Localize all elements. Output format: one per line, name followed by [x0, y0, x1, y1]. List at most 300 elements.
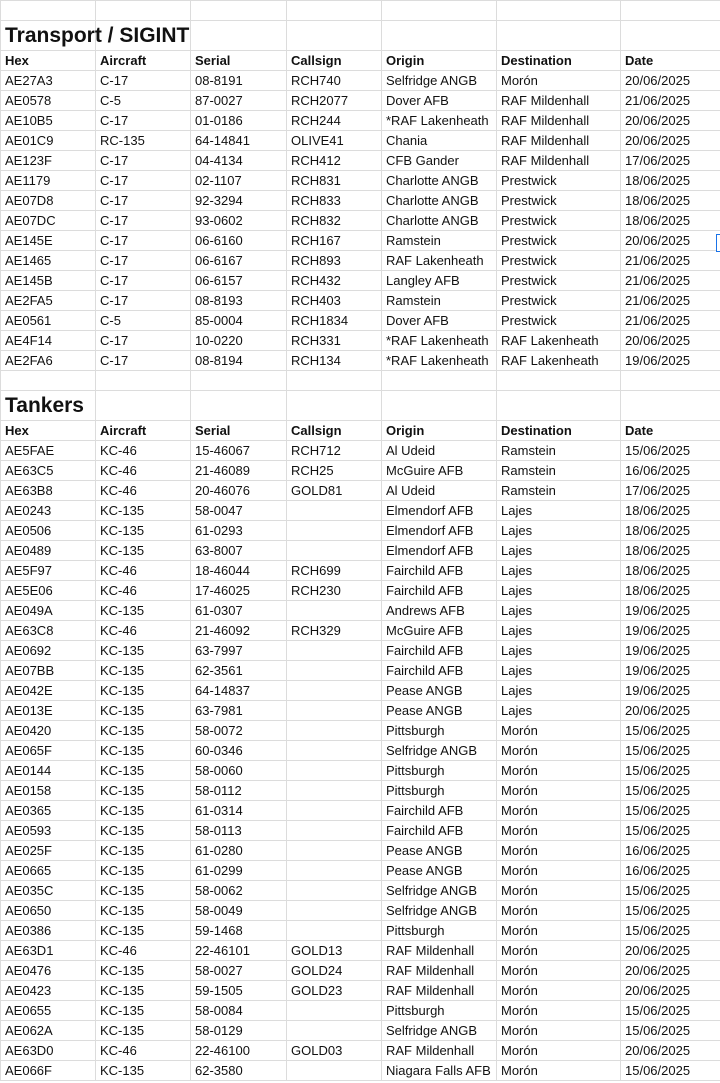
table-cell[interactable]: AE07BB: [1, 661, 96, 681]
table-cell[interactable]: 19/06/2025: [621, 661, 720, 681]
empty-cell[interactable]: [191, 391, 287, 421]
table-cell[interactable]: 16/06/2025: [621, 841, 720, 861]
table-cell[interactable]: AE0423: [1, 981, 96, 1001]
table-cell[interactable]: KC-135: [96, 501, 191, 521]
table-cell[interactable]: KC-135: [96, 681, 191, 701]
table-cell[interactable]: 18-46044: [191, 561, 287, 581]
table-cell[interactable]: Pittsburgh: [382, 1001, 497, 1021]
table-cell[interactable]: [287, 681, 382, 701]
table-cell[interactable]: 08-8191: [191, 71, 287, 91]
table-cell[interactable]: GOLD13: [287, 941, 382, 961]
table-cell[interactable]: Morón: [497, 801, 621, 821]
table-cell[interactable]: RAF Mildenhall: [382, 941, 497, 961]
table-cell[interactable]: KC-135: [96, 641, 191, 661]
table-cell[interactable]: C-17: [96, 191, 191, 211]
table-cell[interactable]: Morón: [497, 761, 621, 781]
table-cell[interactable]: Lajes: [497, 701, 621, 721]
empty-cell[interactable]: [497, 21, 621, 51]
table-cell[interactable]: [287, 701, 382, 721]
table-cell[interactable]: Morón: [497, 941, 621, 961]
empty-cell[interactable]: [1, 371, 96, 391]
table-cell[interactable]: 58-0060: [191, 761, 287, 781]
table-cell[interactable]: 21/06/2025: [621, 91, 720, 111]
table-cell[interactable]: RCH740: [287, 71, 382, 91]
table-cell[interactable]: AE4F14: [1, 331, 96, 351]
table-cell[interactable]: C-17: [96, 331, 191, 351]
table-cell[interactable]: KC-135: [96, 761, 191, 781]
table-cell[interactable]: Pease ANGB: [382, 701, 497, 721]
table-cell[interactable]: *RAF Lakenheath: [382, 111, 497, 131]
table-cell[interactable]: KC-135: [96, 881, 191, 901]
table-cell[interactable]: 60-0346: [191, 741, 287, 761]
section-title[interactable]: Transport / SIGINT: [1, 21, 96, 51]
table-cell[interactable]: 15/06/2025: [621, 761, 720, 781]
table-cell[interactable]: AE0476: [1, 961, 96, 981]
table-cell[interactable]: Pease ANGB: [382, 841, 497, 861]
table-cell[interactable]: Elmendorf AFB: [382, 521, 497, 541]
table-cell[interactable]: C-17: [96, 291, 191, 311]
empty-cell[interactable]: [96, 371, 191, 391]
table-cell[interactable]: [287, 721, 382, 741]
table-cell[interactable]: C-17: [96, 251, 191, 271]
table-cell[interactable]: 15/06/2025: [621, 441, 720, 461]
table-cell[interactable]: 20/06/2025: [621, 701, 720, 721]
table-cell[interactable]: 06-6157: [191, 271, 287, 291]
table-cell[interactable]: 61-0299: [191, 861, 287, 881]
table-cell[interactable]: [287, 821, 382, 841]
table-cell[interactable]: AE2FA6: [1, 351, 96, 371]
table-cell[interactable]: RAF Mildenhall: [382, 1041, 497, 1061]
table-cell[interactable]: C-17: [96, 211, 191, 231]
table-cell[interactable]: GOLD03: [287, 1041, 382, 1061]
table-cell[interactable]: [287, 921, 382, 941]
table-cell[interactable]: RAF Mildenhall: [497, 131, 621, 151]
table-cell[interactable]: [287, 861, 382, 881]
table-cell[interactable]: RCH831: [287, 171, 382, 191]
column-header[interactable]: Origin: [382, 51, 497, 71]
table-cell[interactable]: AE63C5: [1, 461, 96, 481]
column-header[interactable]: Callsign: [287, 51, 382, 71]
table-cell[interactable]: Prestwick: [497, 171, 621, 191]
table-cell[interactable]: 58-0027: [191, 961, 287, 981]
table-cell[interactable]: 21/06/2025: [621, 291, 720, 311]
table-cell[interactable]: 58-0113: [191, 821, 287, 841]
table-cell[interactable]: Fairchild AFB: [382, 581, 497, 601]
table-cell[interactable]: Prestwick: [497, 231, 621, 251]
table-cell[interactable]: OLIVE41: [287, 131, 382, 151]
table-cell[interactable]: Morón: [497, 861, 621, 881]
table-cell[interactable]: Morón: [497, 901, 621, 921]
table-cell[interactable]: McGuire AFB: [382, 621, 497, 641]
table-cell[interactable]: Morón: [497, 741, 621, 761]
table-cell[interactable]: 18/06/2025: [621, 211, 720, 231]
table-cell[interactable]: Prestwick: [497, 251, 621, 271]
empty-cell[interactable]: [621, 391, 720, 421]
table-cell[interactable]: Selfridge ANGB: [382, 741, 497, 761]
table-cell[interactable]: Morón: [497, 921, 621, 941]
table-cell[interactable]: 62-3561: [191, 661, 287, 681]
empty-cell[interactable]: [621, 371, 720, 391]
section-title[interactable]: Tankers: [1, 391, 96, 421]
table-cell[interactable]: Lajes: [497, 581, 621, 601]
table-cell[interactable]: 19/06/2025: [621, 601, 720, 621]
column-header[interactable]: Destination: [497, 51, 621, 71]
empty-cell[interactable]: [621, 1, 720, 21]
table-cell[interactable]: RCH412: [287, 151, 382, 171]
table-cell[interactable]: AE066F: [1, 1061, 96, 1081]
table-cell[interactable]: 19/06/2025: [621, 621, 720, 641]
table-cell[interactable]: 06-6160: [191, 231, 287, 251]
table-cell[interactable]: [287, 541, 382, 561]
table-cell[interactable]: KC-135: [96, 661, 191, 681]
column-header[interactable]: Hex: [1, 421, 96, 441]
table-cell[interactable]: 21/06/2025: [621, 311, 720, 331]
table-cell[interactable]: C-17: [96, 271, 191, 291]
table-cell[interactable]: Morón: [497, 981, 621, 1001]
table-cell[interactable]: KC-135: [96, 1001, 191, 1021]
table-cell[interactable]: 58-0112: [191, 781, 287, 801]
table-cell[interactable]: KC-135: [96, 961, 191, 981]
table-cell[interactable]: Ramstein: [382, 231, 497, 251]
table-cell[interactable]: Lajes: [497, 521, 621, 541]
table-cell[interactable]: 17/06/2025: [621, 151, 720, 171]
table-cell[interactable]: 63-7997: [191, 641, 287, 661]
empty-cell[interactable]: [382, 391, 497, 421]
table-cell[interactable]: KC-46: [96, 941, 191, 961]
table-cell[interactable]: Selfridge ANGB: [382, 901, 497, 921]
table-cell[interactable]: Lajes: [497, 681, 621, 701]
table-cell[interactable]: [287, 641, 382, 661]
table-cell[interactable]: AE63D1: [1, 941, 96, 961]
table-cell[interactable]: AE5E06: [1, 581, 96, 601]
table-cell[interactable]: 17/06/2025: [621, 481, 720, 501]
empty-cell[interactable]: [382, 21, 497, 51]
table-cell[interactable]: 61-0307: [191, 601, 287, 621]
table-cell[interactable]: RAF Mildenhall: [497, 91, 621, 111]
table-cell[interactable]: KC-135: [96, 981, 191, 1001]
table-cell[interactable]: [287, 841, 382, 861]
table-cell[interactable]: RCH699: [287, 561, 382, 581]
table-cell[interactable]: 22-46101: [191, 941, 287, 961]
table-cell[interactable]: KC-135: [96, 721, 191, 741]
table-cell[interactable]: McGuire AFB: [382, 461, 497, 481]
table-cell[interactable]: RAF Lakenheath: [497, 351, 621, 371]
table-cell[interactable]: Andrews AFB: [382, 601, 497, 621]
table-cell[interactable]: 59-1505: [191, 981, 287, 1001]
table-cell[interactable]: AE0665: [1, 861, 96, 881]
table-cell[interactable]: AE0420: [1, 721, 96, 741]
table-cell[interactable]: 21-46092: [191, 621, 287, 641]
table-cell[interactable]: Morón: [497, 821, 621, 841]
table-cell[interactable]: *RAF Lakenheath: [382, 331, 497, 351]
table-cell[interactable]: Lajes: [497, 621, 621, 641]
table-cell[interactable]: 61-0293: [191, 521, 287, 541]
table-cell[interactable]: [287, 501, 382, 521]
table-cell[interactable]: [287, 741, 382, 761]
empty-cell[interactable]: [497, 371, 621, 391]
table-cell[interactable]: Prestwick: [497, 191, 621, 211]
table-cell[interactable]: 20/06/2025: [621, 941, 720, 961]
table-cell[interactable]: 15/06/2025: [621, 1001, 720, 1021]
table-cell[interactable]: GOLD23: [287, 981, 382, 1001]
table-cell[interactable]: 64-14841: [191, 131, 287, 151]
table-cell[interactable]: Pease ANGB: [382, 861, 497, 881]
table-cell[interactable]: Niagara Falls AFB: [382, 1061, 497, 1081]
table-cell[interactable]: AE63D0: [1, 1041, 96, 1061]
table-cell[interactable]: 19/06/2025: [621, 641, 720, 661]
table-cell[interactable]: AE145B: [1, 271, 96, 291]
table-cell[interactable]: AE5F97: [1, 561, 96, 581]
table-cell[interactable]: 16/06/2025: [621, 461, 720, 481]
empty-cell[interactable]: [287, 1, 382, 21]
table-cell[interactable]: AE145E: [1, 231, 96, 251]
table-cell[interactable]: RCH712: [287, 441, 382, 461]
table-cell[interactable]: 01-0186: [191, 111, 287, 131]
column-header[interactable]: Callsign: [287, 421, 382, 441]
table-cell[interactable]: Morón: [497, 1061, 621, 1081]
table-cell[interactable]: RAF Lakenheath: [497, 331, 621, 351]
table-cell[interactable]: AE07DC: [1, 211, 96, 231]
table-cell[interactable]: Pease ANGB: [382, 681, 497, 701]
table-cell[interactable]: KC-135: [96, 601, 191, 621]
table-cell[interactable]: Fairchild AFB: [382, 641, 497, 661]
table-cell[interactable]: 87-0027: [191, 91, 287, 111]
empty-cell[interactable]: [497, 1, 621, 21]
empty-cell[interactable]: [287, 371, 382, 391]
table-cell[interactable]: 63-7981: [191, 701, 287, 721]
table-cell[interactable]: 61-0314: [191, 801, 287, 821]
empty-cell[interactable]: [497, 391, 621, 421]
table-cell[interactable]: RCH331: [287, 331, 382, 351]
table-cell[interactable]: Selfridge ANGB: [382, 881, 497, 901]
table-cell[interactable]: Lajes: [497, 661, 621, 681]
table-cell[interactable]: AE0158: [1, 781, 96, 801]
table-cell[interactable]: 20/06/2025: [621, 981, 720, 1001]
empty-cell[interactable]: [1, 1, 96, 21]
table-cell[interactable]: C-5: [96, 91, 191, 111]
column-header[interactable]: Destination: [497, 421, 621, 441]
table-cell[interactable]: AE0243: [1, 501, 96, 521]
table-cell[interactable]: *RAF Lakenheath: [382, 351, 497, 371]
table-cell[interactable]: AE27A3: [1, 71, 96, 91]
table-cell[interactable]: Morón: [497, 1021, 621, 1041]
column-header[interactable]: Date: [621, 421, 720, 441]
table-cell[interactable]: 18/06/2025: [621, 171, 720, 191]
empty-cell[interactable]: [191, 21, 287, 51]
table-cell[interactable]: KC-135: [96, 741, 191, 761]
empty-cell[interactable]: [96, 391, 191, 421]
table-cell[interactable]: RCH244: [287, 111, 382, 131]
table-cell[interactable]: KC-46: [96, 561, 191, 581]
table-cell[interactable]: AE0655: [1, 1001, 96, 1021]
table-cell[interactable]: Pittsburgh: [382, 781, 497, 801]
table-cell[interactable]: [287, 1061, 382, 1081]
table-cell[interactable]: Morón: [497, 721, 621, 741]
table-cell[interactable]: C-17: [96, 231, 191, 251]
table-cell[interactable]: C-17: [96, 351, 191, 371]
table-cell[interactable]: Ramstein: [497, 461, 621, 481]
table-cell[interactable]: KC-135: [96, 841, 191, 861]
table-cell[interactable]: 58-0062: [191, 881, 287, 901]
table-cell[interactable]: 58-0129: [191, 1021, 287, 1041]
table-cell[interactable]: 15/06/2025: [621, 801, 720, 821]
table-cell[interactable]: AE5FAE: [1, 441, 96, 461]
table-cell[interactable]: 04-4134: [191, 151, 287, 171]
table-cell[interactable]: 58-0047: [191, 501, 287, 521]
table-cell[interactable]: AE0650: [1, 901, 96, 921]
table-cell[interactable]: AE0593: [1, 821, 96, 841]
table-cell[interactable]: KC-135: [96, 781, 191, 801]
table-cell[interactable]: Prestwick: [497, 211, 621, 231]
table-cell[interactable]: AE013E: [1, 701, 96, 721]
table-cell[interactable]: Morón: [497, 961, 621, 981]
table-cell[interactable]: RCH893: [287, 251, 382, 271]
table-cell[interactable]: RCH134: [287, 351, 382, 371]
table-cell[interactable]: 92-3294: [191, 191, 287, 211]
table-cell[interactable]: 20-46076: [191, 481, 287, 501]
table-cell[interactable]: 22-46100: [191, 1041, 287, 1061]
table-cell[interactable]: 64-14837: [191, 681, 287, 701]
table-cell[interactable]: Morón: [497, 1001, 621, 1021]
table-cell[interactable]: 18/06/2025: [621, 541, 720, 561]
column-header[interactable]: Serial: [191, 51, 287, 71]
table-cell[interactable]: Al Udeid: [382, 481, 497, 501]
empty-cell[interactable]: [382, 1, 497, 21]
table-cell[interactable]: KC-46: [96, 581, 191, 601]
column-header[interactable]: Serial: [191, 421, 287, 441]
empty-cell[interactable]: [621, 21, 720, 51]
column-header[interactable]: Aircraft: [96, 51, 191, 71]
table-cell[interactable]: KC-135: [96, 821, 191, 841]
column-header[interactable]: Hex: [1, 51, 96, 71]
table-cell[interactable]: Fairchild AFB: [382, 561, 497, 581]
table-cell[interactable]: AE0144: [1, 761, 96, 781]
table-cell[interactable]: 63-8007: [191, 541, 287, 561]
table-cell[interactable]: 15/06/2025: [621, 781, 720, 801]
table-cell[interactable]: [287, 1021, 382, 1041]
table-cell[interactable]: AE035C: [1, 881, 96, 901]
table-cell[interactable]: AE1179: [1, 171, 96, 191]
table-cell[interactable]: RAF Mildenhall: [382, 981, 497, 1001]
table-cell[interactable]: RCH833: [287, 191, 382, 211]
table-cell[interactable]: 20/06/2025: [621, 111, 720, 131]
table-cell[interactable]: CFB Gander: [382, 151, 497, 171]
table-cell[interactable]: AE0692: [1, 641, 96, 661]
table-cell[interactable]: Fairchild AFB: [382, 821, 497, 841]
table-cell[interactable]: 15/06/2025: [621, 1061, 720, 1081]
table-cell[interactable]: AE01C9: [1, 131, 96, 151]
empty-cell[interactable]: [287, 391, 382, 421]
table-cell[interactable]: Fairchild AFB: [382, 661, 497, 681]
table-cell[interactable]: GOLD24: [287, 961, 382, 981]
table-cell[interactable]: C-17: [96, 151, 191, 171]
table-cell[interactable]: Charlotte ANGB: [382, 191, 497, 211]
table-cell[interactable]: Morón: [497, 841, 621, 861]
table-cell[interactable]: AE2FA5: [1, 291, 96, 311]
table-cell[interactable]: 58-0084: [191, 1001, 287, 1021]
table-cell[interactable]: KC-135: [96, 1061, 191, 1081]
table-cell[interactable]: Morón: [497, 781, 621, 801]
table-cell[interactable]: 15/06/2025: [621, 1021, 720, 1041]
table-cell[interactable]: KC-46: [96, 621, 191, 641]
table-cell[interactable]: AE0489: [1, 541, 96, 561]
table-cell[interactable]: 19/06/2025: [621, 681, 720, 701]
table-cell[interactable]: 15/06/2025: [621, 921, 720, 941]
table-cell[interactable]: [287, 881, 382, 901]
table-cell[interactable]: 20/06/2025: [621, 331, 720, 351]
table-cell[interactable]: Dover AFB: [382, 91, 497, 111]
table-cell[interactable]: 20/06/2025: [621, 1041, 720, 1061]
table-cell[interactable]: AE63C8: [1, 621, 96, 641]
table-cell[interactable]: KC-135: [96, 521, 191, 541]
table-cell[interactable]: Charlotte ANGB: [382, 171, 497, 191]
table-cell[interactable]: C-17: [96, 111, 191, 131]
table-cell[interactable]: Dover AFB: [382, 311, 497, 331]
table-cell[interactable]: 58-0049: [191, 901, 287, 921]
table-cell[interactable]: 85-0004: [191, 311, 287, 331]
table-cell[interactable]: Pittsburgh: [382, 761, 497, 781]
table-cell[interactable]: Langley AFB: [382, 271, 497, 291]
table-cell[interactable]: Morón: [497, 1041, 621, 1061]
table-cell[interactable]: [287, 601, 382, 621]
table-cell[interactable]: RC-135: [96, 131, 191, 151]
table-cell[interactable]: Prestwick: [497, 271, 621, 291]
table-cell[interactable]: Ramstein: [497, 441, 621, 461]
table-cell[interactable]: RCH230: [287, 581, 382, 601]
table-cell[interactable]: 15/06/2025: [621, 721, 720, 741]
table-cell[interactable]: [287, 661, 382, 681]
table-cell[interactable]: AE065F: [1, 741, 96, 761]
table-cell[interactable]: Chania: [382, 131, 497, 151]
table-cell[interactable]: 19/06/2025: [621, 351, 720, 371]
table-cell[interactable]: AE1465: [1, 251, 96, 271]
table-cell[interactable]: 59-1468: [191, 921, 287, 941]
table-cell[interactable]: 61-0280: [191, 841, 287, 861]
table-cell[interactable]: Charlotte ANGB: [382, 211, 497, 231]
table-cell[interactable]: RAF Mildenhall: [382, 961, 497, 981]
table-cell[interactable]: 16/06/2025: [621, 861, 720, 881]
table-cell[interactable]: 20/06/2025: [621, 961, 720, 981]
table-cell[interactable]: RAF Mildenhall: [497, 111, 621, 131]
table-cell[interactable]: KC-46: [96, 441, 191, 461]
table-cell[interactable]: [287, 801, 382, 821]
table-cell[interactable]: Lajes: [497, 501, 621, 521]
table-cell[interactable]: 08-8193: [191, 291, 287, 311]
column-header[interactable]: Aircraft: [96, 421, 191, 441]
table-cell[interactable]: Lajes: [497, 601, 621, 621]
table-cell[interactable]: AE0561: [1, 311, 96, 331]
empty-cell[interactable]: [382, 371, 497, 391]
table-cell[interactable]: RCH167: [287, 231, 382, 251]
table-cell[interactable]: Lajes: [497, 561, 621, 581]
table-cell[interactable]: 15/06/2025: [621, 881, 720, 901]
table-cell[interactable]: Elmendorf AFB: [382, 501, 497, 521]
empty-cell[interactable]: [191, 1, 287, 21]
table-cell[interactable]: AE025F: [1, 841, 96, 861]
empty-cell[interactable]: [96, 1, 191, 21]
table-cell[interactable]: 17-46025: [191, 581, 287, 601]
table-cell[interactable]: RCH25: [287, 461, 382, 481]
table-cell[interactable]: Prestwick: [497, 291, 621, 311]
table-cell[interactable]: Elmendorf AFB: [382, 541, 497, 561]
table-cell[interactable]: KC-135: [96, 901, 191, 921]
table-cell[interactable]: Selfridge ANGB: [382, 1021, 497, 1041]
table-cell[interactable]: 06-6167: [191, 251, 287, 271]
table-cell[interactable]: 15/06/2025: [621, 901, 720, 921]
table-cell[interactable]: RCH2077: [287, 91, 382, 111]
table-cell[interactable]: KC-135: [96, 921, 191, 941]
table-cell[interactable]: KC-135: [96, 1021, 191, 1041]
